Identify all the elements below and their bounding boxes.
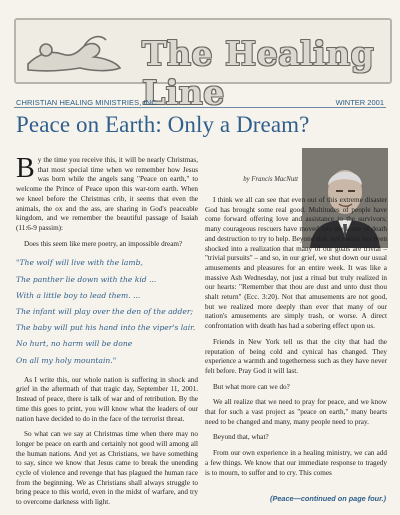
- poem-line: The panther lie down with the kid ...: [16, 274, 157, 284]
- right-column: [205, 196, 387, 484]
- paragraph: Friends in New York tell us that the city that had the reputation of being cold and cynical has changed. They experience a warmth and togetherness such as they have never felt before. Pray God it will last.: [205, 337, 387, 375]
- paragraph: As I write this, our whole nation is suffering in shock and grief in the aftermath of that tragic day, September 11, 2001. Instead of peace, there is talk of war and of retribution. By the time this goes to print, you will know what the leaders of our nation have decided to do in the face of the terrorist threat.: [16, 375, 198, 423]
- article-headline: Peace on Earth: Only a Dream?: [16, 112, 310, 137]
- header-rule: [14, 107, 386, 108]
- paragraph: Does this seem like mere poetry, an impossible dream?: [24, 239, 183, 248]
- opening-paragraph: [16, 153, 198, 234]
- poem-line: On all my holy mountain.": [16, 355, 117, 365]
- poem-line: No hurt, no harm will be done: [16, 339, 133, 349]
- paragraph: So what can we say at Christmas time when there may no longer be peace on earth and certainly not good will among all the human nations. And yet as Christians, we have something to say, since we know that Jesus came to break the unending cycle of violence and revenge that has plagued the human race from the beginning. We as Christians shall always struggle to bring peace to this world, even in the midst of warfare, and try to overcome darkness with light.: [16, 430, 198, 507]
- author-byline: by Francis MacNutt: [243, 176, 298, 183]
- poem-line: With a little boy to lead them. ...: [16, 290, 141, 300]
- masthead-title: The Healing Line: [142, 34, 375, 112]
- opening-text: y the time you receive this, it will be nearly Christmas, that most special time when we remember how Jesus was born while the angels sang "Peace on earth," to welcome the Prince of Peace upon this war-torn earth. When we kneel before the Christmas crib, it seems that even the animals, the ox and the ass, are sharing in God's peaceable kingdom, and we remember the beautiful passage of Isaiah (11:6-9 passim):: [16, 156, 198, 232]
- issue-date: WINTER 2001: [335, 98, 384, 107]
- reclining-figure-logo-icon: [24, 24, 124, 80]
- scripture-poem: [16, 255, 198, 368]
- paragraph: From our own experience in a healing ministry, we can add a few things. We know that our immediate response to tragedy is to mourn, to suffer and to cry. This comes: [205, 449, 387, 477]
- poem-line: "The wolf will live with the lamb,: [16, 258, 143, 268]
- paragraph: Beyond that, what?: [213, 433, 269, 442]
- poem-line: The baby will put his hand into the viper's lair.: [16, 323, 196, 333]
- organization-name: CHRISTIAN HEALING MINISTRIES, INC.: [16, 98, 159, 107]
- left-column: [16, 153, 198, 514]
- drop-cap: B: [16, 153, 35, 184]
- paragraph: We all realize that we need to pray for peace, and we know that for such a vast project as "peace on earth," many hearts need to be changed and many, many people need to pray.: [205, 398, 387, 426]
- paragraph: But what more can we do?: [213, 382, 290, 391]
- continued-note: (Peace—continued on page four.): [270, 494, 386, 503]
- paragraph: I think we all can see that even out of this extreme disaster God has brought some real good. Multitudes of people have come forward offering love and assistance to the survivors; many courageous rescuers have moved into the scene of death and destruction to try to help. Beyond that, our nation has been shocked into a realization that many of our goals are trivial – "trivial pursuits" – and so, in our grief, we shut down our usual amusements and pleasures for an entire week. It was like a massive Ash Wednesday, not just a ritual but truly realized in our hearts: "Remember that thou are dust and unto dust thou shalt return" (Ecc. 3:20). Not that amusements are not good, but we realized more deeply than ever that many of our nation's amusements are simply trash, or worse. A direct confrontation with death has had a sobering effect upon us.: [205, 196, 387, 331]
- poem-line: The infant will play over the den of the adder;: [16, 306, 194, 316]
